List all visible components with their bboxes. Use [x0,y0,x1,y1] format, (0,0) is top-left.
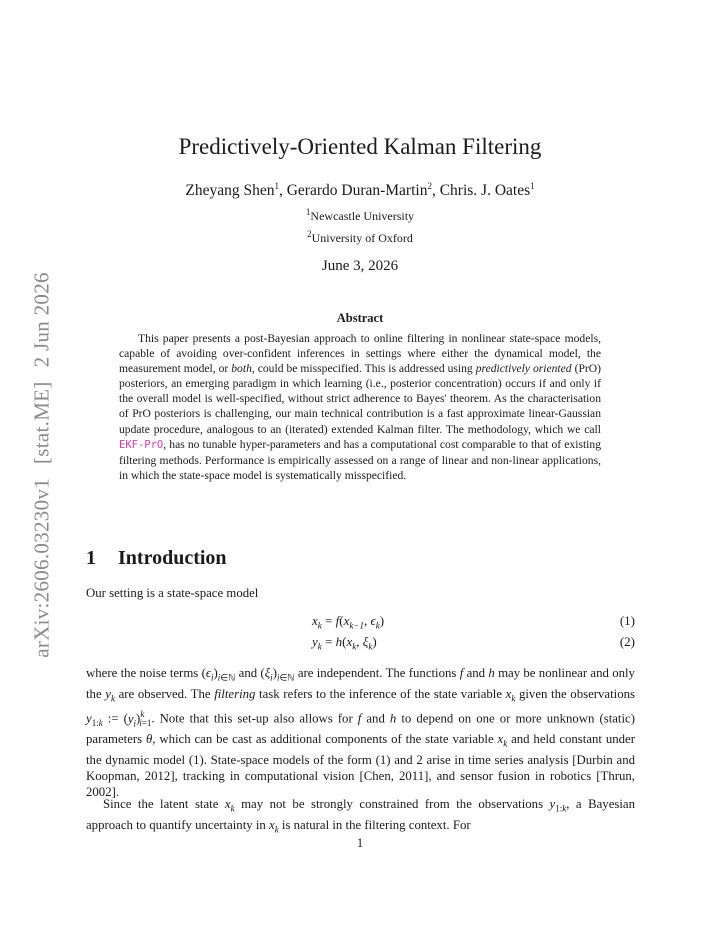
arxiv-category: [stat.ME] [29,381,54,464]
paper-title: Predictively-Oriented Kalman Filtering [178,134,542,159]
abstract-heading: Abstract [336,311,384,325]
arxiv-id: arXiv:2606.03230v1 [29,477,54,658]
equation-tag: (2) [619,634,635,649]
author-name: Chris. J. Oates [439,182,531,200]
affiliation: $^2$University of Oxford [307,229,413,245]
paper-date: June 3, 2026 [321,258,399,274]
body-paragraph: where the noise terms $(\epsilon_i)_{i\in ℕ}$ and $(\xi_i)_{i\in ℕ}$ are independent. The functions f and h may be nonlinear and only the $y_k$ are observed. The filtering task refers to the inference of the state variable $x_k$ given the observations $y_{1:k}$ := $(y_i)^k_{i=1}$. Note that this set-up also allows for f and h to depend on one or more unknown (static) parameters θ, which can be cast as additional components of the state variable $x_k$ and held constant under the dynamic model (1). State-space models of the form (1) and 2 arise in time series analysis [Durbin and Koopman, 2012], tracking in computational vision [Chen, 2011], and sensor fusion in robotics [Thrun, 2002]. [86,666,635,800]
section-heading [86,547,227,570]
section-title: Introduction [118,547,227,569]
body-paragraph: Since the latent state $x_k$ may not be strongly constrained from the observations $y_{1:k}$, a Bayesian approach to quantify uncertainty in $x_k$ is natural in the filtering context. For [86,797,635,835]
equation-2: $y_k = h(x_k$, $\xi_k$) (2) [312,634,635,652]
intro-sentence: Our setting is a state-space model [86,586,259,600]
arxiv-date: 2 Jun 2026 [29,272,54,368]
arxiv-identifier-stamp [30,272,55,658]
equation-tag: (1) [619,613,635,628]
method-name-link[interactable]: EKF-PrO [119,438,164,451]
section-number: 1 [86,547,96,569]
author-affiliation-mark: 2 [427,181,432,191]
author-list: Zheyang Shen$^1$, Gerardo Duran-Martin$^2$, Chris. J. Oates$^1$ [185,181,535,200]
author-affiliation-mark: 1 [274,181,279,191]
abstract-text: This paper presents a post-Bayesian approach to online filtering in nonlinear state-space models, capable of avoiding over-confident inferences in settings where either the dynamical model, the measurement model, or both, could be misspecified. This is addressed using predictively oriented (PrO) posteriors, an emerging paradigm in which learning (i.e., posterior concentration) occurs if and only if the overall model is well-specified, without strict adherence to Bayes' theorem. As the characterisation of PrO posteriors is challenging, our main technical contribution is a fast approximate linear-Gaussian update procedure, analogous to an (iterated) extended Kalman filter. The methodology, which we call EKF-PrO, has no tunable hyper-parameters and has a computational cost comparable to that of existing filtering methods. Performance is empirically assessed on a range of linear and non-linear applications, in which the state-space model is systematically misspecified. [119,332,601,482]
author-name: Gerardo Duran-Martin [286,182,428,200]
author-affiliation-mark: 1 [530,181,535,191]
author-name: Zheyang Shen [185,182,275,200]
page-number: 1 [356,836,364,850]
affiliation: $^1$Newcastle University [305,207,415,223]
equation-1: $x_k = f(x_{k-1}$, $\epsilon_k$) (1) [312,613,635,631]
